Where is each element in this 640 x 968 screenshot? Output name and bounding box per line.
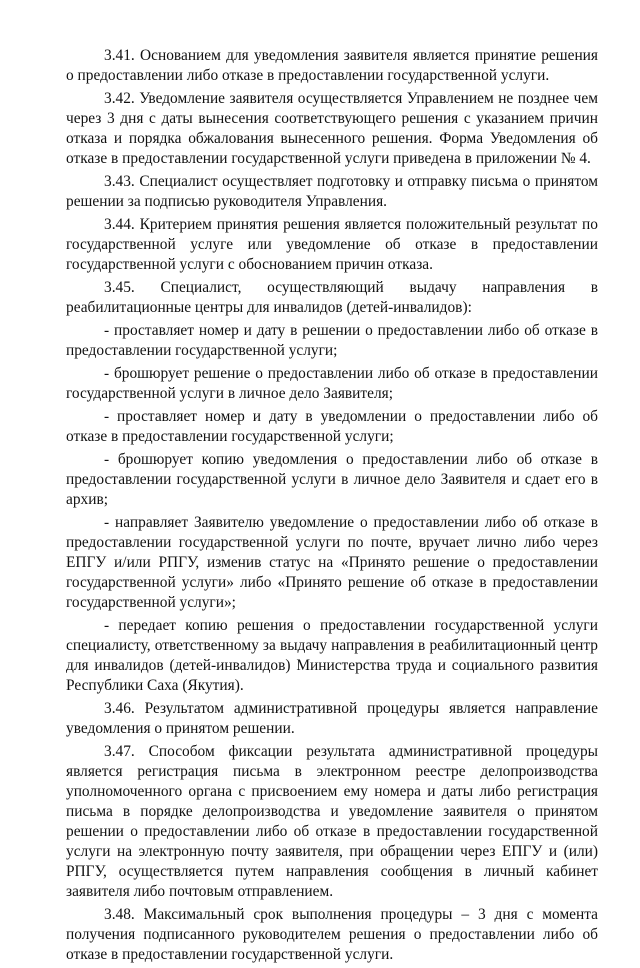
paragraph-3-47: 3.47. Способом фиксации результата административной процедуры является регистрация письма в электронном реестре делопроизводства уполномоченного органа с присвоением ему номера и даты либо регистрация письма в порядке делопроизводства и уведомление заявителя о принятом решении о предоставлении либо об отказе в предоставлении государственной услуги на электронную почту заявителя, при обращении через ЕПГУ и (или) РПГУ, осуществляется путем направления сообщения в личный кабинет заявителя либо почтовым отправлением. [66,743,598,900]
list-item: - передает копию решения о предоставлении государственной услуги специалисту, ответственному за выдачу направления в реабилитационный центр для инвалидов (детей-инвалидов) Министерства труда и социального развития Республики Саха (Якутия). [66,617,598,694]
paragraph-3-43: 3.43. Специалист осуществляет подготовку и отправку письма о принятом решении за подписью руководителя Управления. [66,173,598,210]
list-item: - направляет Заявителю уведомление о предоставлении либо об отказе в предоставлении государственной услуги по почте, вручает лично либо через ЕПГУ и/или РПГУ, изменив статус на «Принято решение о предоставлении государственной услуги» либо «Принято решение об отказе в предоставлении государственной услуги»; [66,514,598,611]
paragraph-3-46: 3.46. Результатом административной процедуры является направление уведомления о принятом решении. [66,700,598,737]
list-item: - брошюрует копию уведомления о предоставлении либо об отказе в предоставлении государственной услуги в личное дело Заявителя и сдает его в архив; [66,451,598,508]
paragraph-3-48: 3.48. Максимальный срок выполнения процедуры – 3 дня с момента получения подписанного руководителем решения о предоставлении либо об отказе в предоставлении государственной услуги. [66,906,598,963]
paragraph-3-44: 3.44. Критерием принятия решения является положительный результат по государственной услуге или уведомление об отказе в предоставлении государственной услуги с обоснованием причин отказа. [66,216,598,273]
paragraph-3-41: 3.41. Основанием для уведомления заявителя является принятие решения о предоставлении либо отказе в предоставлении государственной услуги. [66,47,598,84]
list-item: - брошюрует решение о предоставлении либо об отказе в предоставлении государственной услуги в личное дело Заявителя; [66,365,598,402]
paragraph-3-42: 3.42. Уведомление заявителя осуществляется Управлением не позднее чем через 3 дня с даты вынесения соответствующего решения с указанием причин отказа и порядка обжалования вынесенного решения. Форма Уведомления об отказе в предоставлении государственной услуги приведена в приложении № 4. [66,90,598,167]
document-body [66,46,598,968]
paragraph-3-45: 3.45. Специалист, осуществляющий выдачу направления в реабилитационные центры для инвалидов (детей-инвалидов): [66,279,598,316]
list-item: - проставляет номер и дату в уведомлении о предоставлении либо об отказе в предоставлении государственной услуги; [66,408,598,445]
list-item: - проставляет номер и дату в решении о предоставлении либо об отказе в предоставлении государственной услуги; [66,322,598,359]
